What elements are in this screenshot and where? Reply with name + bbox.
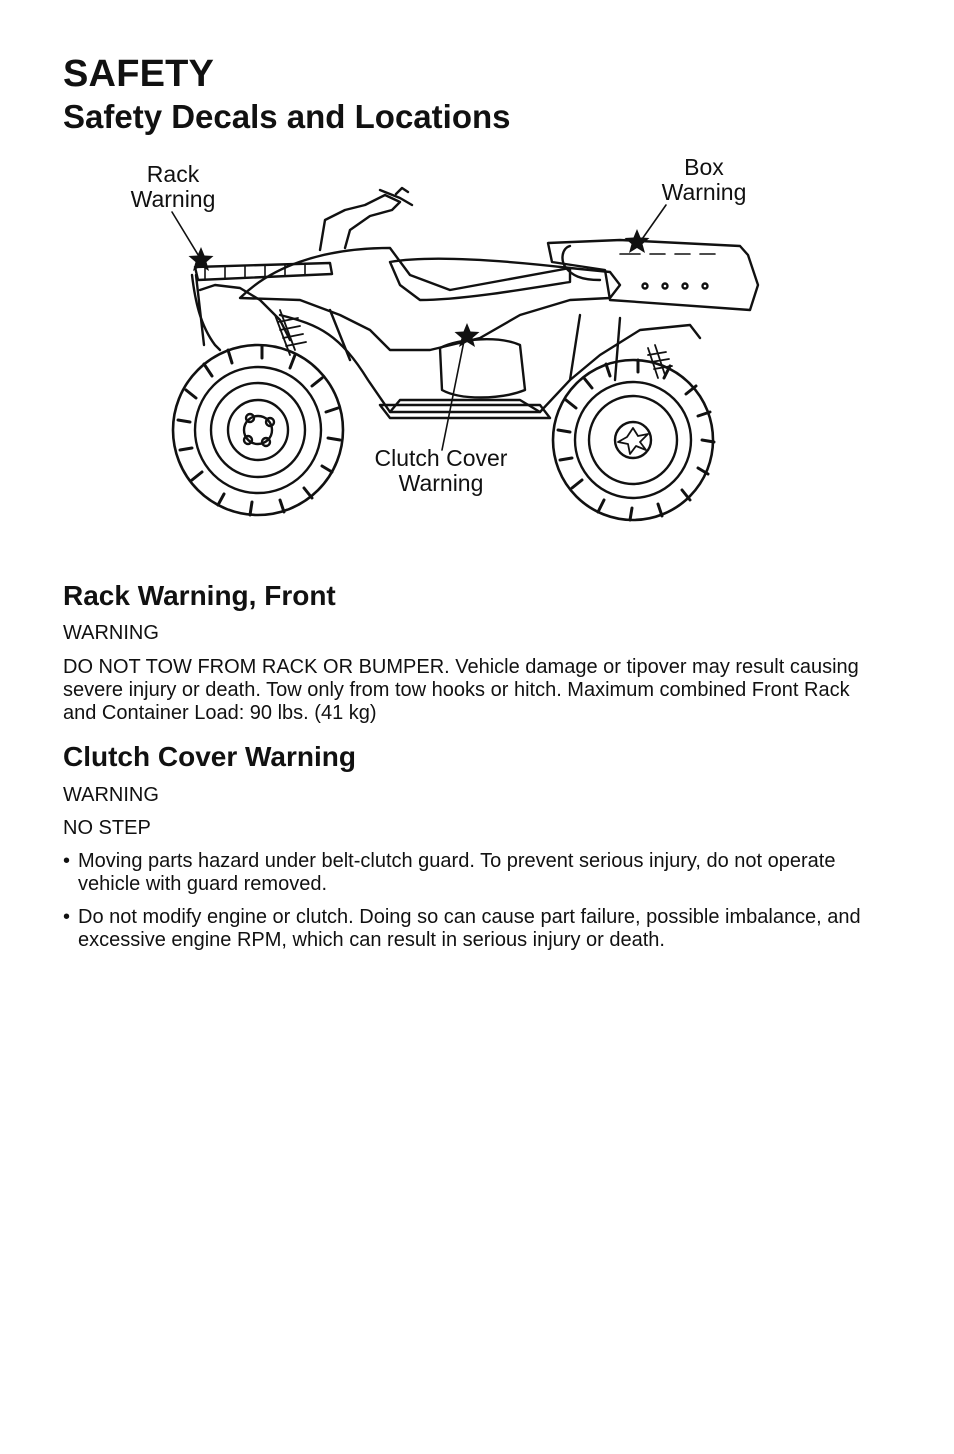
rack-warning-label: WARNING — [63, 622, 159, 644]
rack-warning-body: DO NOT TOW FROM RACK OR BUMPER. Vehicle damage or tipover may result causing severe injury or death. Tow only from tow hooks or hitch. Maximum combined Front Rack and Container Load: 90 lbs. (41 kg) — [63, 656, 859, 724]
callout-box-warning: Box Warning — [661, 154, 747, 205]
leader-rack — [172, 212, 200, 258]
clutch-no-step-label: NO STEP — [63, 817, 151, 839]
bullet-marker: • — [63, 906, 71, 928]
callout-rack-warning: Rack Warning — [130, 161, 216, 212]
list-item — [63, 850, 883, 896]
page-subtitle: Safety Decals and Locations — [63, 98, 511, 135]
clutch-warning-label: WARNING — [63, 784, 159, 806]
bullet-marker: • — [63, 850, 71, 872]
callout-clutch-cover-warning: Clutch Cover Warning — [374, 445, 508, 496]
leader-box — [640, 205, 666, 242]
clutch-cover-warning-heading: Clutch Cover Warning — [63, 741, 356, 772]
list-item-text: Moving parts hazard under belt-clutch guard. To prevent serious injury, do not operate vehicle with guard removed. — [78, 850, 836, 895]
page-title: SAFETY — [63, 53, 215, 95]
front-rack — [195, 263, 332, 280]
atv-decal-figure — [100, 150, 800, 530]
clutch-cover — [440, 339, 525, 397]
list-item — [63, 906, 883, 952]
handlebar — [320, 195, 400, 250]
front-wheel — [173, 345, 343, 515]
seat — [390, 259, 570, 300]
list-item-text: Do not modify engine or clutch. Doing so can cause part failure, possible imbalance, and excessive engine RPM, which can result in serious injury or death. — [78, 906, 861, 951]
rear-wheel — [553, 360, 714, 520]
rack-warning-heading: Rack Warning, Front — [63, 580, 336, 611]
